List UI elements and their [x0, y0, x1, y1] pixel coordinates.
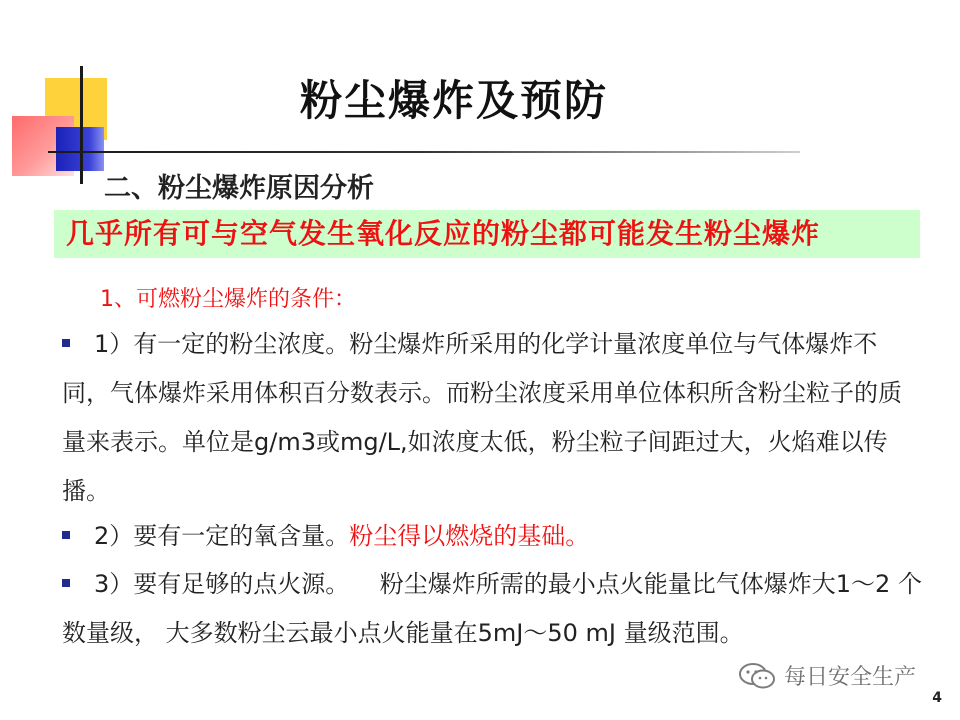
bullet-text-emphasis: 粉尘得以燃烧的基础。: [349, 522, 590, 550]
bullet-text: [62, 512, 922, 561]
bullet-text: 1）有一定的粉尘浓度。粉尘爆炸所采用的化学计量浓度单位与气体爆炸不同，气体爆炸采用体积百分数表示。而粉尘浓度采用单位体积所含粉尘粒子的质量来表示。单位是g/m3或mg/L,如浓度太低，粉尘粒子间距过大，火焰难以传播。: [62, 330, 902, 505]
page-number: 4: [932, 690, 942, 706]
slide-title: 粉尘爆炸及预防: [300, 76, 609, 125]
title-divider: [48, 151, 800, 153]
section-subtitle: 二、粉尘爆炸原因分析: [104, 173, 374, 204]
highlight-banner: 几乎所有可与空气发生氧化反应的粉尘都可能发生粉尘爆炸: [54, 210, 920, 258]
vertical-rule: [80, 66, 83, 184]
bullet-marker-icon: [62, 579, 70, 587]
wechat-watermark: [738, 660, 916, 691]
bullet-item-1: [62, 320, 922, 516]
bullet-text-main: 2）要有一定的氧含量。: [94, 522, 350, 550]
conditions-heading: 1、可燃粉尘爆炸的条件：: [100, 287, 356, 312]
watermark-text: 每日安全生产: [784, 665, 917, 690]
bullet-item-2: [62, 512, 922, 561]
bullet-item-3: [62, 560, 922, 658]
bullet-marker-icon: [62, 531, 70, 539]
bullet-marker-icon: [62, 339, 70, 347]
bullet-text: 3）要有足够的点火源。 粉尘爆炸所需的最小点火能量比气体爆炸大1～2 个数量级， 大多数粉尘云最小点火能量在5mJ～50 mJ 量级范围。: [62, 570, 922, 647]
wechat-icon: [738, 661, 776, 691]
